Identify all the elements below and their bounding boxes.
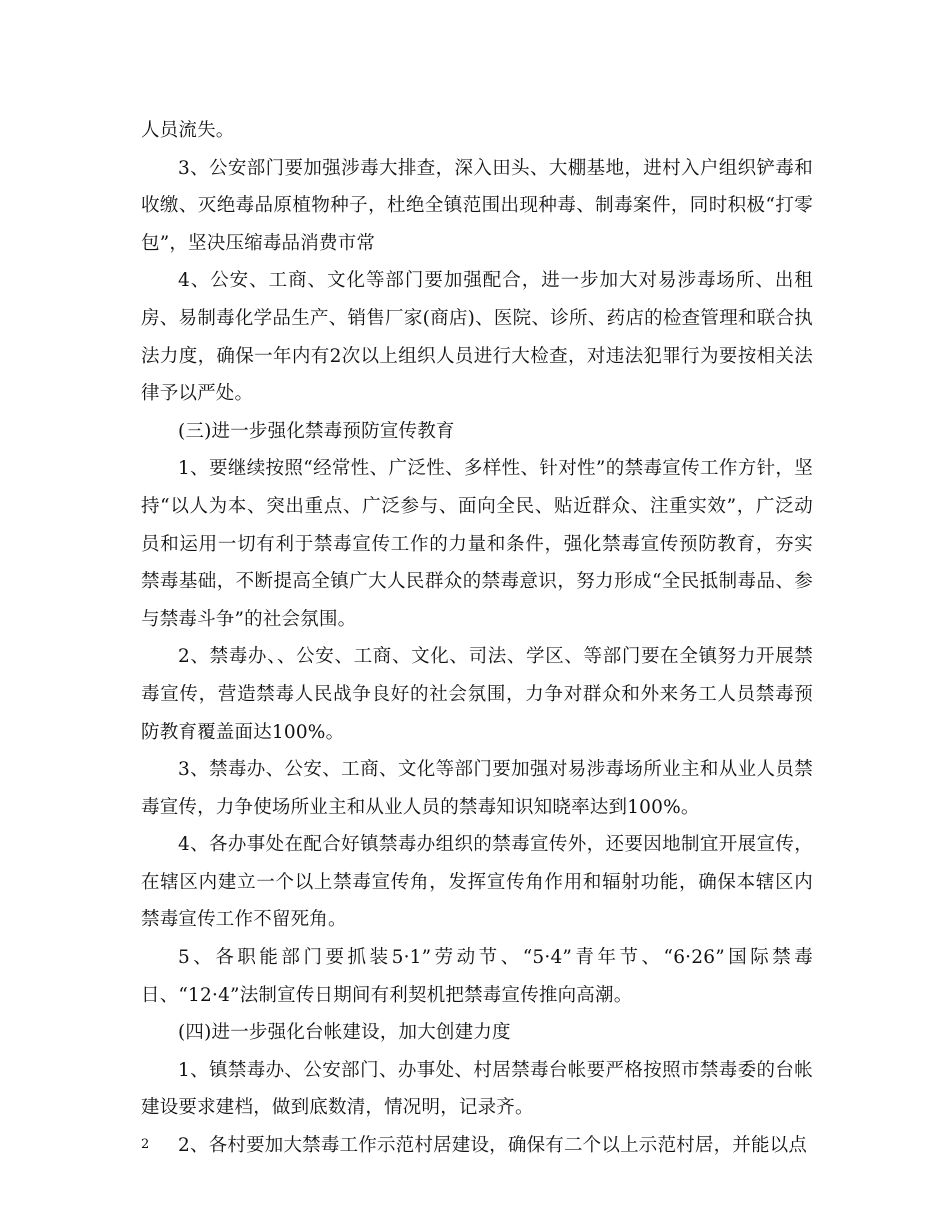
section-heading-3: (三)进一步强化禁毒预防宣传教育 (178, 420, 455, 442)
paragraph-8: 4、各办事处在配合好镇禁毒办组织的禁毒宣传外，还要因地制宜开展宣传，在辖区内建立一个以上禁毒宣传角，发挥宣传角作用和辐射功能，确保本辖区内禁毒宣传工作不留死角。 (141, 834, 813, 931)
paragraph-6: 2、禁毒办、、公安、工商、文化、司法、学区、等部门要在全镇努力开展禁毒宣传，营造禁毒人民战争良好的社会氛围，力争对群众和外来务工人员禁毒预防教育覆盖面达100%。 (141, 646, 813, 743)
paragraph-3: 4、公安、工商、文化等部门要加强配合，进一步加大对易涉毒场所、出租房、易制毒化学品生产、销售厂家(商店)、医院、诊所、药店的检查管理和联合执法力度，确保一年内有2次以上组织人员进行大检查，对违法犯罪行为要按相关法律予以严处。 (141, 270, 813, 405)
page-number: 2 (141, 1137, 150, 1152)
paragraph-7: 3、禁毒办、公安、工商、文化等部门要加强对易涉毒场所业主和从业人员禁毒宣传，力争使场所业主和从业人员的禁毒知识知晓率达到100%。 (141, 759, 813, 818)
section-heading-4: (四)进一步强化台帐建设，加大创建力度 (178, 1022, 511, 1044)
paragraph-1: 人员流失。 (141, 120, 235, 141)
paragraph-9: 5、各职能部门要抓装5·1”劳动节、“5·4”青年节、“6·26”国际禁毒日、“12·4”法制宣传日期间有利契机把禁毒宣传推向高潮。 (141, 947, 813, 1006)
paragraph-11: 1、镇禁毒办、公安部门、办事处、村居禁毒台帐要严格按照市禁毒委的台帐建设要求建档，做到底数清，情况明，记录齐。 (141, 1059, 813, 1119)
body-text (141, 112, 813, 1165)
paragraph-5: 1、要继续按照“经常性、广泛性、多样性、针对性”的禁毒宣传工作方针，坚持“以人为本、突出重点、广泛参与、面向全民、贴近群众、注重实效”，广泛动员和运用一切有利于禁毒宣传工作的力量和条件，强化禁毒宣传预防教育，夯实禁毒基础，不断提高全镇广大人民群众的禁毒意识，努力形成“全民抵制毒品、参与禁毒斗争”的社会氛围。 (141, 458, 813, 630)
paragraph-12: 2、各村要加大禁毒工作示范村居建设，确保有二个以上示范村居，并能以点 (178, 1135, 808, 1157)
paragraph-2: 3、公安部门要加强涉毒大排查，深入田头、大棚基地，进村入户组织铲毒和收缴、灭绝毒品原植物种子，杜绝全镇范围出现种毒、制毒案件，同时积极“打零包”，坚决压缩毒品消费市常 (141, 157, 813, 254)
